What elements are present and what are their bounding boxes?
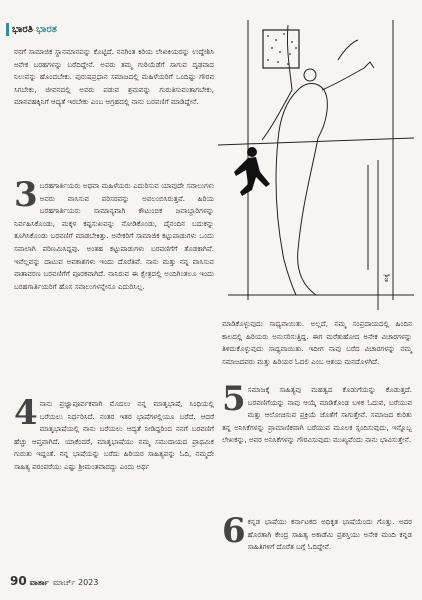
section-tag-primary: ಭಾರತಿ [12, 24, 33, 35]
drop-cap-3: 3 [14, 175, 38, 215]
drop-cap-5: 5 [222, 379, 246, 419]
issue-date: ಮಾರ್ಚ್ 2023 [52, 578, 99, 587]
magazine-name: ವಾರ್ತಾ [29, 578, 49, 587]
paragraph-text: ಬರಹಗಾರ್ತಿಯರು ಅಥವಾ ಮಹಿಳೆಯರು ಎದುರಿಸುವ ಯಾವುದೇ ಸವಾಲುಗಳು ಅವರು ವಾಸಿಸುವ ಪರಿಸರವನ್ನು ಅವಲಂಬಿಸಿರುತ್ತವೆ. ಹಿರಿಯ ಬರಹಗಾರ್ತಿಯರು ಸಾಮಾನ್ಯವಾಗಿ ಕೌಟುಂಬಿಕ ಜವಾಬ್ದಾರಿಗಳನ್ನು ನಿರ್ವಹಿಸಿಕೊಂಡು, ಮಕ್ಕಳ ಕಷ್ಟಸುಖವನ್ನು ನೋಡಿಕೊಂಡು, ದೈನಂದಿನ ಬದುಕನ್ನು ತೂಗಿಸಿಕೊಂಡು ಬರವಣಿಗೆ ಮಾಡಬೇಕಿತ್ತು. ಅನೇಕರಿಗೆ ಸಾಮಾಜಿಕ ಕಟ್ಟುಪಾಡುಗಳು ಒಂದು ಸವಾಲಾಗಿ ಪರಿಣಮಿಸಿದ್ದವು. ಅಂತಹ ಕಟ್ಟುಪಾಡುಗಳು ಬರವಣಿಗೆಗೆ ತೊಡಕಾಗಿವೆ. ಇವೆಲ್ಲವನ್ನು ದಾಟುವ ಅವಕಾಶಗಳು ಇಂದು ದೊರೆತಿವೆ. ನಾನು ಮತ್ತು ನನ್ನ ವಾಸಿಸುವ ವಾತಾವರಣ ಬರವಣಿಗೆಗೆ ಪೂರಕವಾಗಿದೆ. ನಾನಿರುವ ಈ ಕ್ಷೇತ್ರದಲ್ಲಿ ಅಂದಿಗಿಂತಲೂ ಇಂದು ಬರಹಗಾರ್ತಿಯರಿಗೆ ಹೊಸ ಸವಾಲುಗಳನ್ನೇನೂ ಎದುರಿಸಿಲ್ಲ. [14, 181, 214, 291]
left-paragraph-3 [14, 393, 214, 486]
drop-cap-4: 4 [14, 393, 38, 433]
paragraph-text: ಕನ್ನಡ ಭಾಷೆಯು ಕರ್ನಾಟಕದ ಅಧಿಕೃತ ಭಾಷೆಯೆಂದು ಗೊತ್ತು. ಅದರ ಹೊರತಾಗಿ ಕೇಂದ್ರ ಸಾಹಿತ್ಯ ಅಕಾಡೆಮಿ ಪ್ರಶಸ್ತಿಯು ಅನೇಕ ಮಂದಿ ಕನ್ನಡ ಸಾಹಿತಿಗಳಿಗೆ ದೊರೆತ ಬಗ್ಗೆ ಓದಿದ್ದೇನೆ. [247, 517, 412, 552]
section-tag [6, 23, 57, 36]
left-paragraph-2 [14, 175, 214, 305]
paragraph-text: ನಾನು ಪ್ರಜ್ಞಾಪೂರ್ವಕವಾಗಿ ಮೊದಲು ನನ್ನ ಮಾತೃಭಾಷೆ, ಸಿಂಧಿಯಲ್ಲಿ ಬರೆಯಲು ನಿರ್ಧರಿಸಿದೆ. ನಂತರ ಇತರ ಭಾಷೆಗಳಲ್ಲಿಯೂ ಬರೆದೆ. ಆದರೆ ಮಾತೃಭಾಷೆಯಲ್ಲಿ ನಾನು ಬರೆಯಲು ಆದ್ಯತೆ ನೀಡಿದ್ದರಿಂದ ನನಗೆ ಬರವಣಿಗೆ ಹೆಚ್ಚು ಆಪ್ತವಾಗಿದೆ. ಯಾಕೆಂದರೆ, ಮಾತೃಭಾಷೆಯು ನಮ್ಮ ಸಮುದಾಯದ ಪ್ರಾಥಮಿಕ ಗುರುತು ಇದ್ದಂತೆ. ನನ್ನ ಭಾಷೆಯನ್ನು ಬರೆದು ಹಿರಿಯರ ಸಾಹಿತ್ಯವನ್ನು ಓದಿ, ನಮ್ಮದೇ ಸಾಹಿತ್ಯ ಪರಂಪರೆಯು ಎಷ್ಟು ಶ್ರೀಮಂತವಾದದ್ದು ಎಂದು ಅರ್ಥ [14, 399, 214, 471]
left-paragraph-1 [14, 46, 214, 121]
paragraph-text: ಮಾಡಿಕೊಳ್ಳುವುದು ಸಾಧ್ಯವಾಯಿತು. ಅಲ್ಲದೆ, ನಮ್ಮ ಸಂಪ್ರದಾಯದಲ್ಲಿ ಹಿಂದಿನ ಕಾಲದಲ್ಲಿ ಹಿರಿಯರು ಅನುಸರಿಸುತ್ತಿದ್ದ. ಈಗ ಮರೆತುಹೋದ ಅನೇಕ ವಿಚಾರಗಳನ್ನು ತಿಳಿದುಕೊಳ್ಳುವುದು ಸಾಧ್ಯವಾಯಿತು. ಇದೀಗ ನಾವು ಬರೆದ ವಿಚಾರಗಳನ್ನು ನಮ್ಮ ಸಮಾಜದವರು ಮತ್ತು ಹಿರಿಯರ ಓದಲಿ ಎಂಬ ಆಶಯ ಮನದೊಳಗಿದೆ. [222, 319, 412, 366]
running-figure-icon [234, 147, 270, 196]
page-footer [10, 574, 98, 588]
paragraph-text: ನನಗೆ ಸಾಮಾಜಿಕ ಸ್ಥಾನಮಾನವನ್ನು ಕೊಟ್ಟಿದೆ. ನನಗಿಂತ ಕಿರಿಯ ಲೇಖಕಿಯರನ್ನು ಉದ್ದೇಶಿಸಿ ಅನೇಕ ಬರಹಗಳನ್ನು ಬರೆದಿದ್ದೇನೆ. ಅವರು ತಮ್ಮ ಗುರಿಯೆಡೆಗೆ ಸಾಗುವ ದೃಢವಾದ ನಿಲುವನ್ನು ಹೊಂದಬೇಕು. ಪುರುಷಪ್ರಧಾನ ಸಮಾಜದಲ್ಲಿ ಮಹಿಳೆಯರಿಗೆ ಒಂದಿಷ್ಟು ಗೌರವ ಸಿಗಬೇಕು, ಜೀವನದಲ್ಲಿ ಅವರು ಪಡುವ ಶ್ರಮವನ್ನು ಗುರುತಿಸುವಂತಾಗಬೇಕು, ಮಾನವಹಕ್ಕಿನಿಗೆ ಆದ್ಯತೆ ಇರಬೇಕು ಎಂಬ ಆಗ್ರಹದಲ್ಲಿ ನಾನು ಬರವಣಿಗೆ ಮಾಡಿದ್ದೇನೆ. [14, 47, 214, 107]
artist-signature: ಕುಕ್ಕೆ [383, 273, 390, 282]
right-paragraph-2 [222, 379, 412, 459]
drop-cap-6: 6 [222, 511, 246, 551]
section-tag-secondary: ಭಾರತ [35, 24, 57, 35]
paragraph-text: ಸಮಾಜಕ್ಕೆ ಸಾಹಿತ್ಯವು ಮಹತ್ವದ ಕೊಡುಗೆಯನ್ನು ಕೊಡುತ್ತದೆ. ಬರವಣಿಗೆಯನ್ನು ನಾವು ಆಯ್ಕೆ ಮಾಡಿಕೊಂಡ ಬಳಿಕ ಓದುವ, ಬರೆಯುವ ಮತ್ತು ಆಲೋಚಿಸುವ ಪ್ರಕ್ರಿಯೆ ಜೊತೆಗೆ ಸಾಗುತ್ತೇವೆ. ಸಮಾಜದ ಕುರಿತು ತನ್ನ ಅನಿಸಿಕೆಗಳನ್ನು ಪ್ರಾಮಾಣಿಕವಾಗಿ ಬರೆಯುವ ಮೂಲಕ ಸ್ಪಂದಿಸುವುದು, ಇನ್ನೊಬ್ಬ ಲೇಖಕನ್ನು, ಅವರ ಅನಿಸಿಕೆಗಳನ್ನು ಗೌರವಿಸುವುದು ಮುಖ್ಯವೆಂದು ನಾನು ಭಾವಿಸುತ್ತೇನೆ. [222, 385, 412, 445]
right-paragraph-3 [222, 511, 412, 566]
page-number: 90 [10, 574, 27, 588]
right-paragraph-1 [222, 318, 412, 380]
line-art-illustration [218, 20, 414, 310]
